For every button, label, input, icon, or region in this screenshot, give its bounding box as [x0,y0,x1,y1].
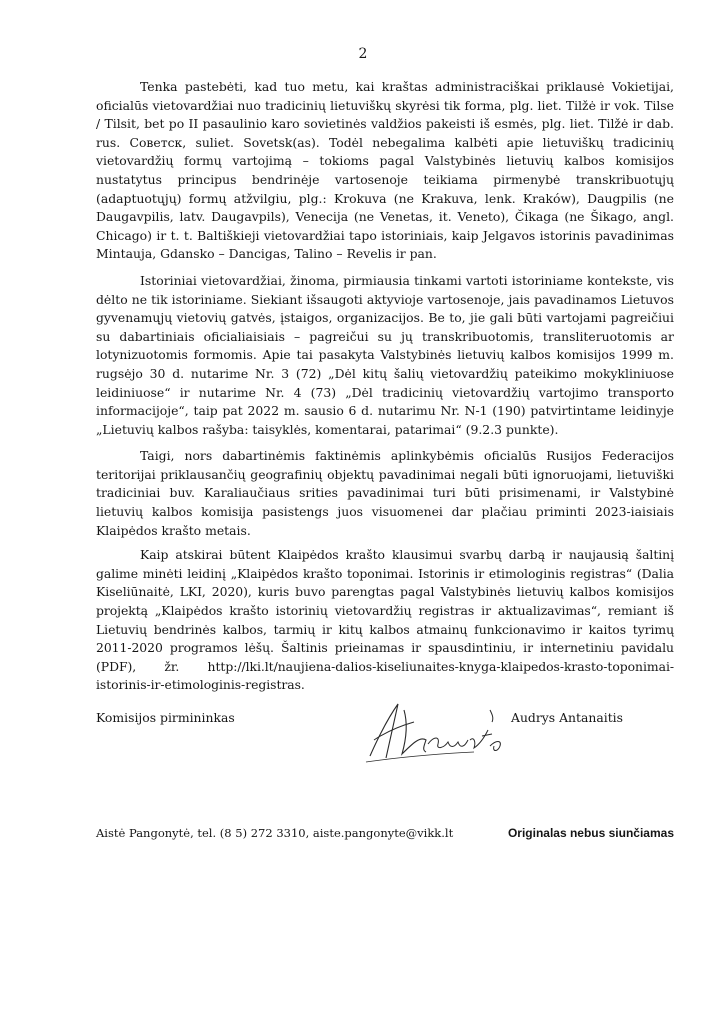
original-notice: Originalas nebus siunčiamas [507,826,674,840]
signatory-name: Audrys Antanaitis [511,710,624,725]
page-number: 2 [358,46,368,62]
handwritten-signature [364,696,506,766]
letter-body [96,78,674,703]
paragraph-1: Tenka pastebėti, kad tuo metu, kai kraštas administraciškai priklausė Vokietijai, oficialūs vietovardžiai nuo tradicinių lietuviškų skyrėsi tik forma, plg. liet. Tilžė ir vok. Tilse / Tilsit, bet po II pasaulinio karo sovietinės valdžios pakeisti iš esmės, plg. liet. Tilžė ir dab. rus. Советск, suliet. Sovetsk(as). Todėl nebegalima kalbėti apie lietuviškų tradicinių vietovardžių formų vartojimą – tokioms pagal Valstybinės lietuvių kalbos komisijos nustatytus principus bendrinėje vartosenoje teikiama pirmenybė transkribuotųjų (adaptuotųjų) formų atžvilgiu, plg.: Krokuva (ne Krakuva, lenk. Kraków), Daugpilis (ne Daugavpilis, latv. Daugavpils), Venecija (ne Venetas, it. Veneto), Čikaga (ne Šikago, angl. Chicago) ir t. t. Baltiškieji vietovardžiai tapo istoriniais, kaip Jelgavos istorinis pavadinimas Mintauja, Gdansko – Dancigas, Talino – Revelis ir pan. [96,79,674,262]
paragraph-3: Taigi, nors dabartinėmis faktinėmis aplinkybėmis oficialūs Rusijos Federacijos teritorijai priklausančių geografinių objektų pavadinimai negali būti ignoruojami, lietuviški tradiciniai buv. Karaliaučiaus srities pavadinimai turi būti prisimenami, ir Valstybinė lietuvių kalbos komisija pasistengs juos visuomenei dar plačiau priminti 2023-iaisiais Klaipėdos krašto metais. [96,448,674,538]
signatory-title: Komisijos pirmininkas [96,710,235,725]
signature-block [96,706,674,766]
paragraph-2: Istoriniai vietovardžiai, žinoma, pirmiausia tinkami vartoti istoriniame kontekste, vis dėlto ne tik istoriniame. Siekiant išsaugoti aktyvioje vartosenoje, jais pavadinamos Lietuvos gyvenamųjų vietovių gatvės, įstaigos, organizacijos. Be to, jie gali būti vartojami pagreičiui su dabartiniais oficialiaisiais – pagreičui su jų transkribuotomis, transliteruotomis ar lotynizuotomis formomis. Apie tai pasakyta Valstybinės lietuvių kalbos komisijos 1999 m. rugsėjo 30 d. nutarime Nr. 3 (72) „Dėl kitų šalių vietovardžių pateikimo mokykliniuose leidiniuose“ ir nutarime Nr. 4 (73) „Dėl tradicinių vietovardžių vartojimo transporto informacijoje“, taip pat 2022 m. sausio 6 d. nutarimu Nr. N-1 (190) patvirtintame leidinyje „Lietuvių kalbos rašyba: taisyklės, komentarai, patarimai“ (9.2.3 punkte). [96,272,674,437]
contact-info: Aistė Pangonytė, tel. (8 5) 272 3310, aiste.pangonyte@vikk.lt [96,826,454,840]
paragraph-4: Kaip atskirai būtent Klaipėdos krašto klausimui svarbų darbą ir naujausią šaltinį galime minėti leidinį „Klaipėdos krašto toponimai. Istorinis ir etimologinis registras“ (Dalia Kiseliūnaitė, LKI, 2020), kuris buvo parengtas pagal Valstybinės lietuvių kalbos komisijos projektą „Klaipėdos krašto istorinių vietovardžių registras ir aktualizavimas“, remiant iš Lietuvių bendrinės kalbos, tarmių ir kitų kalbos atmainų funkcionavimo ir kaitos tyrimų 2011-2020 programos lėšų. Šaltinis prieinamas ir spausdintiniu, ir internetiniu pavidalu (PDF), žr. http://lki.lt/naujiena-dalios-kiseliunaites-knyga-klaipedos-krasto-toponimai-istorinis-ir-etimologinis-registras. [96,547,674,693]
